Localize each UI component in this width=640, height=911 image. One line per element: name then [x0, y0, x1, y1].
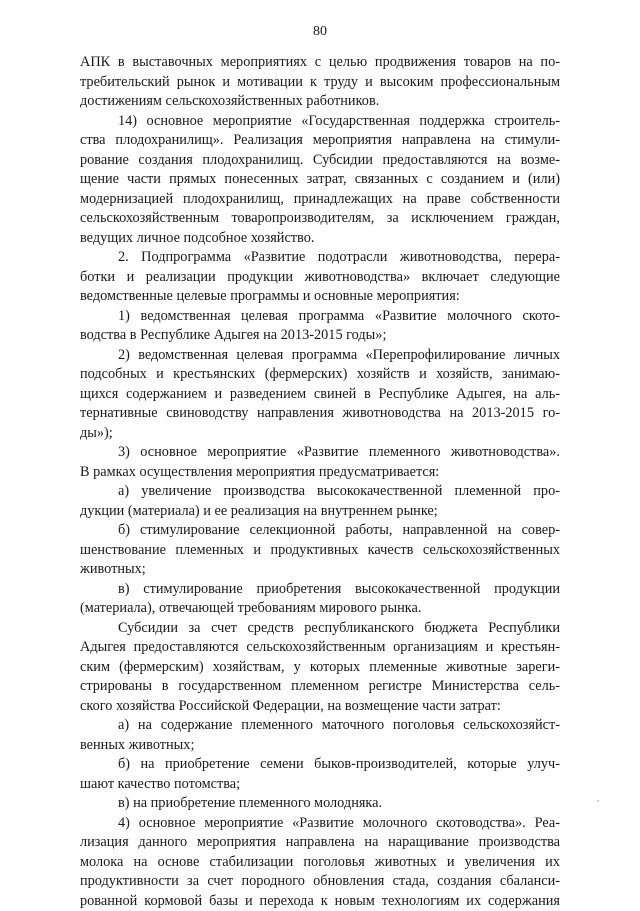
- text-line: требительский рынок и мотивации к труду и высоким профессиональным: [80, 73, 560, 93]
- text-line: тернативные свиноводству направления животноводства на 2013-2015 го-: [80, 404, 560, 424]
- page-number: 80: [0, 24, 640, 40]
- text-line: 4) основное мероприятие «Развитие молочного скотоводства». Реа-: [80, 814, 560, 834]
- text-line: ства плодохранилищ». Реализация мероприятия направлена на стимули-: [80, 131, 560, 151]
- text-line: 3) основное мероприятие «Развитие племенного животноводства».: [80, 443, 560, 463]
- text-line: ского хозяйства Российской Федерации, на возмещение части затрат:: [80, 697, 560, 717]
- scan-speck: [597, 800, 599, 802]
- text-line: (материала), отвечающей требованиям мирового рынка.: [80, 599, 560, 619]
- text-line: 14) основное мероприятие «Государственная поддержка строитель-: [80, 112, 560, 132]
- text-line: сельскохозяйственным товаропроизводителям, за исключением граждан,: [80, 209, 560, 229]
- text-line: рованной кормовой базы и перехода к новым технологиям их содержания: [80, 892, 560, 911]
- text-line: стрированы в государственном племенном регистре Министерства сель-: [80, 677, 560, 697]
- text-line: 2. Подпрограмма «Развитие подотрасли животноводства, перера-: [80, 248, 560, 268]
- text-line: в) стимулирование приобретения высококачественной продукции: [80, 580, 560, 600]
- text-line: водства в Республике Адыгея на 2013-2015 годы»;: [80, 326, 560, 346]
- text-line: шенствование племенных и продуктивных качеств сельскохозяйственных: [80, 541, 560, 561]
- text-line: 2) ведомственная целевая программа «Перепрофилирование личных: [80, 346, 560, 366]
- text-line: щение части прямых понесенных затрат, связанных с созданием и (или): [80, 170, 560, 190]
- text-line: лизация данного мероприятия направлена на наращивание производства: [80, 833, 560, 853]
- text-line: ботки и реализации продукции животноводства» включает следующие: [80, 268, 560, 288]
- text-line: б) на приобретение семени быков-производителей, которые улуч-: [80, 755, 560, 775]
- text-line: дукции (материала) и ее реализация на внутреннем рынке;: [80, 502, 560, 522]
- text-line: животных;: [80, 560, 560, 580]
- text-line: подсобных и крестьянских (фермерских) хозяйств и хозяйств, занимаю-: [80, 365, 560, 385]
- text-line: продуктивности за счет породного обновления стада, создания сбаланси-: [80, 872, 560, 892]
- text-line: молока на основе стабилизации поголовья животных и увеличения их: [80, 853, 560, 873]
- text-line: в) на приобретение племенного молодняка.: [80, 794, 560, 814]
- text-line: В рамках осуществления мероприятия предусматривается:: [80, 463, 560, 483]
- text-line: модернизацией плодохранилищ, принадлежащих на праве собственности: [80, 190, 560, 210]
- document-body: [80, 53, 560, 911]
- text-line: шают качество потомства;: [80, 775, 560, 795]
- text-line: венных животных;: [80, 736, 560, 756]
- text-line: б) стимулирование селекционной работы, направленной на совер-: [80, 521, 560, 541]
- text-line: щихся содержанием и разведением свиней в Республике Адыгея, на аль-: [80, 385, 560, 405]
- text-line: рование создания плодохранилищ. Субсидии предоставляются на возме-: [80, 151, 560, 171]
- text-line: ским (фермерским) хозяйствам, у которых племенные животные зареги-: [80, 658, 560, 678]
- text-line: достижениям сельскохозяйственных работников.: [80, 92, 560, 112]
- text-line: а) увеличение производства высококачественной племенной про-: [80, 482, 560, 502]
- text-line: Субсидии за счет средств республиканского бюджета Республики: [80, 619, 560, 639]
- text-line: 1) ведомственная целевая программа «Развитие молочного ското-: [80, 307, 560, 327]
- text-line: ды»);: [80, 424, 560, 444]
- text-line: АПК в выставочных мероприятиях с целью продвижения товаров на по-: [80, 53, 560, 73]
- text-line: ведомственные целевые программы и основные мероприятия:: [80, 287, 560, 307]
- text-line: ведущих личное подсобное хозяйство.: [80, 229, 560, 249]
- text-line: Адыгея предоставляются сельскохозяйственным организациям и крестьян-: [80, 638, 560, 658]
- text-line: а) на содержание племенного маточного поголовья сельскохозяйст-: [80, 716, 560, 736]
